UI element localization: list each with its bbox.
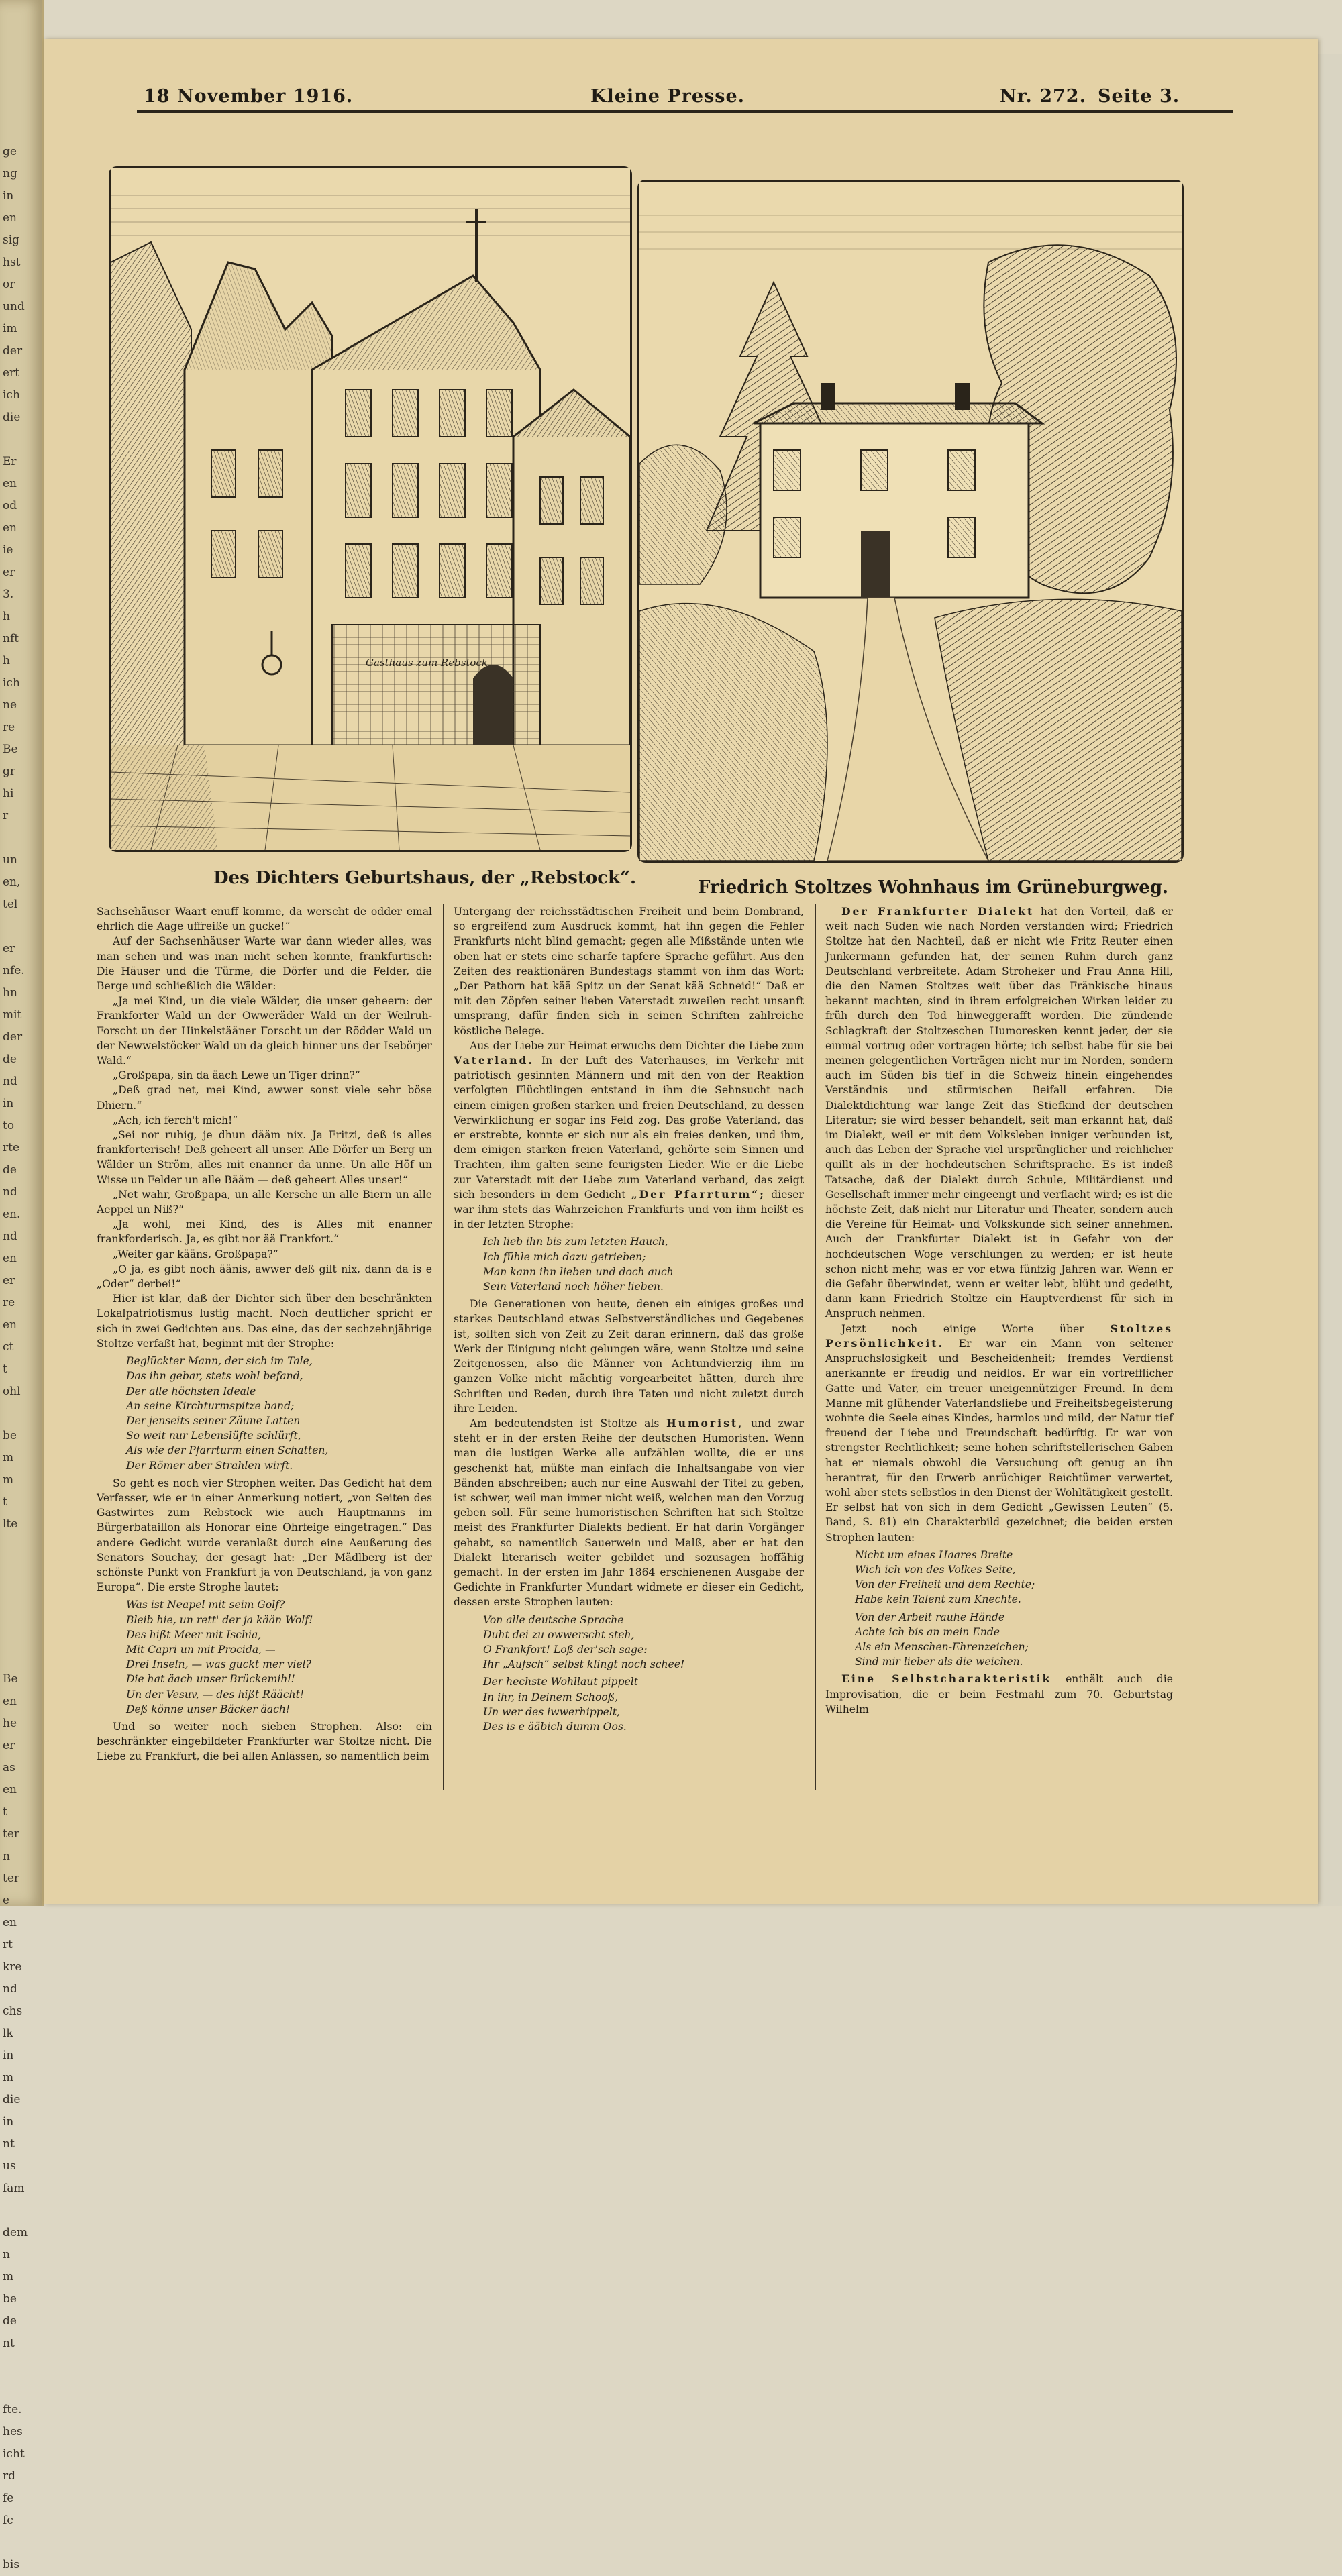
header-page-number: Seite 3.: [1098, 86, 1180, 107]
text-run: Er war ein Mann von seltener Anspruchslosigkeit und Bescheidenheit; fremdes Verdienst anerkannte er freudig und neidlos. Er war ein vortrefflicher Gatte und Vater, ein treuer uneigennütziger Freund. In dem Manne mit glühender Vaterlandsliebe und Freiheitsbegeisterung wohnte die Seele eines Kindes, harmlos und mild, der Natur tief freuend der Liebe und Freundschaft bedürftig. Er war von strengster Rechtlichkeit; seine hohen schriftstellerischen Gaben hat er niemals obwohl die Versuchung oft genug an ihn herantrat, für den Erwerb anrüchiger Reichtümer verwertet, wohl aber stets selbstlos in den Dienst der Wohltätigkeit gestellt. Er selbst hat von sich in dem Gedicht „Gewissen Leuten“ (5. Band, S. 81) ein Charakterbild gezeichnet; die beiden ersten Strophen lauten:: [825, 1337, 1173, 1544]
previous-page-text-fragments: ge ng in en sig hst or und im der ert ich die Er en od en ie er 3. h nft h ich ne re Be gr hi r un en, tel er nfe. hn mit der de nd in to rte de nd en. nd en er re en ct t ohl be m m t lte Be en he er as en t ter n ter e en rt kre nd chs lk in m die in nt us fam dem n m be de nt fte. hes icht rd fe fc bis: [3, 145, 28, 2571]
paragraph: „Weiter gar kääns, Großpapa?“: [113, 1248, 278, 1260]
spaced-emphasis: Eine Selbstcharakteristik: [841, 1672, 1052, 1686]
text-run: enthält auch die Improvisation, die er beim Festmahl zum 70. Geburtstag Wilhelm: [825, 1673, 1173, 1715]
paragraph: „Ja mei Kind, un die viele Wälder, die unser geheern: der Frankforter Wald un der Owweräder Wald un der Weilruh-Forscht un der Hinkelstääner Forscht un der Rödder Wald un der Newwelstöcker Wald un da gleich hinner uns der Isebörjer Wald.“: [97, 995, 432, 1067]
article-column-1: [97, 904, 432, 1764]
text-run: In der Luft des Vaterhauses, im Verkehr mit patriotisch gesinnten Männern und mit den von der Reaktion verfolgten Flüchtlingen entstand in ihm die Sehnsucht nach einem einigen großen starken und freien Deutschland, zu dessen Verwirklichung er sogar ins Feld zog. Das große Vaterland, das er erstrebte, konnte er sich nur als ein freies denken, und ihm, dem einigen starken freien Vaterland, gehörte sein Sinnen und Trachten, ihm galten seine feurigsten Lieder. Wie er die Liebe zur Vaterstadt mit der Liebe zum Vaterland verband, das zeigt sich besonders in dem Gedicht: [454, 1055, 804, 1201]
paragraph: Hier ist klar, daß der Dichter sich über den beschränkten Lokalpatriotismus lustig macht. Noch deutlicher spricht er sich in zwei Gedichten aus. Das eine, das der sechzehnjährige Stoltze verfaßt hat, beginnt mit der Strophe:: [97, 1293, 432, 1350]
text-run: und zwar steht er in der ersten Reihe der deutschen Humoristen. Wenn man die lustigen Werke alle aufzählen wollte, die er uns geschenkt hat, müßte man einfach die Inhaltsangabe von vier Bänden abschreiben; auch nur eine Auswahl der Titel zu geben, ist schwer, weil man immer nicht weiß, welchen man den Vorzug geben soll. Für seine humoristischen Schriften hat sich Stoltze meist des Frankfurter Dialekts bedient. Er hat darin Vorgänger gehabt, so namentlich Sauerwein und Malß, aber er hat den Dialekt literarisch weiter gebildet und sozusagen hoffähig gemacht. In der ersten im Jahr 1864 erschienenen Ausgabe der Gedichte in Frankfurter Mundart widmete er dieser ein Gedicht, dessen erste Strophen lauten:: [454, 1417, 804, 1609]
header-issue-number: Nr. 272.: [1000, 86, 1086, 107]
paragraph: Untergang der reichsstädtischen Freiheit und beim Dombrand, so ergreifend zum Ausdruck kommt, hat ihn gegen die Fehler Frankfurts nicht blind gemacht; gegen alle Mißstände unten wie oben hat er stets eine scharfe tapfere Sprache geführt. Aus den Zeiten des reaktionären Bundestags stammt von ihm das Wort: „Der Pathorn hat kää Spitz un der Senat kää Schneid!“ Daß er mit den Zöpfen seiner lieben Vaterstadt zuweilen recht unsanft umsprang, dafür finden sich in seinen Schriften zahlreiche köstliche Belege.: [454, 906, 804, 1037]
spaced-emphasis: „Der Pfarrturm“;: [631, 1187, 766, 1201]
text-run: Am bedeutendsten ist Stoltze als: [470, 1417, 660, 1430]
paragraph: „Deß grad net, mei Kind, awwer sonst viele sehr böse Dhiern.“: [97, 1084, 432, 1112]
poem-stanza: Beglückter Mann, der sich im Tale, Das ihn gebar, stets wohl befand, Der alle höchsten Ideale An seine Kirchturmspitze band; Der jenseits seiner Zäune Latten So weit nur Lebenslüfte schlürft, Als wie der Pfarrturm einen Schatten, Der Römer aber Strahlen wirft.: [126, 1355, 329, 1472]
spaced-emphasis: Humorist,: [666, 1416, 744, 1430]
poem-stanza: Was ist Neapel mit seim Golf? Bleib hie, un rett' der ja kään Wolf! Des hißt Meer mit Ischia, Mit Capri un mit Procida, — Drei Inseln, — was guckt mer viel? Die hat äach unser Brückemihl! Un der Vesuv, — des hißt Räächt! Deß könne unser Bäcker äach!: [126, 1599, 313, 1715]
text-run: Aus der Liebe zur Heimat erwuchs dem Dichter die Liebe zum: [470, 1039, 804, 1052]
poem-stanza: Von alle deutsche Sprache Duht dei zu owwerscht steh, O Frankfort! Loß der'sch sage: Ihr „Aufsch“ selbst klingt noch schee!: [483, 1613, 685, 1671]
previous-page-edge: [0, 0, 44, 2571]
caption-residence: Friedrich Stoltzes Wohnhaus im Grüneburgweg.: [698, 877, 1169, 898]
paragraph: „Ach, ich ferch't mich!“: [113, 1114, 238, 1126]
paragraph: „O ja, es gibt noch äänis, awwer deß gilt nix, dann da is e „Oder“ derbei!“: [97, 1263, 432, 1291]
column-rule-1: [443, 904, 444, 1790]
illustration-residence: [637, 180, 1184, 863]
header-paper-title: Kleine Presse.: [590, 86, 745, 107]
paragraph: [825, 904, 1173, 1322]
illustration-birth-house: [109, 166, 632, 852]
header-rule: [137, 110, 1233, 113]
paragraph: „Sei nor ruhig, je dhun dääm nix. Ja Fritzi, deß is alles frankforterisch! Deß geheert all unser. Alle Dörfer un Berg un Wälder un Ström, alles mit enanner da unne. Un alle Höf un Wisse un Felder un alle Bääm — deß geheert Alles unser!“: [97, 1129, 432, 1186]
paragraph: Die Generationen von heute, denen ein einiges großes und starkes Deutschland etwas Selbstverständliches und Gegebenes ist, sollten sich von Zeit zu Zeit daran erinnern, daß das große Werk der Einigung nicht gelungen wäre, wenn Stoltze und seine Zeitgenossen, also die Männer von Achtundvierzig ihm im ganzen Volke nicht mächtig vorgearbeitet hätten, durch ihre Schriften und Reden, durch ihre Taten und nicht zuletzt durch ihre Leiden.: [454, 1298, 804, 1415]
paragraph: „Großpapa, sin da äach Lewe un Tiger drinn?“: [113, 1069, 360, 1082]
text-run: dieser war ihm stets das Wahrzeichen Frankfurts und von ihm heißt es in der letzten Strophe:: [454, 1188, 804, 1231]
inn-sign-text: Gasthaus zum Rebstock: [366, 657, 488, 669]
spaced-emphasis: Der Frankfurter Dialekt: [841, 905, 1035, 918]
column-rule-2: [815, 904, 816, 1790]
paragraph: [454, 1416, 804, 1610]
spaced-emphasis: Vaterland.: [454, 1054, 534, 1067]
paragraph: Auf der Sachsenhäuser Warte war dann wieder alles, was man sehen und was man nicht sehen konnte, frankfurtisch: Die Häuser und die Türme, die Dörfer und die Felder, die Berge und schließlich die Wälder:: [97, 935, 432, 993]
article-column-2: [454, 904, 804, 1737]
spaced-emphasis: Stoltzes Persönlichkeit.: [825, 1322, 1174, 1350]
header-date: 18 November 1916.: [144, 86, 354, 107]
paragraph: [825, 1672, 1173, 1717]
poem-stanza: Ich lieb ihn bis zum letzten Hauch, Ich fühle mich dazu getrieben; Man kann ihn lieben und doch auch Sein Vaterland noch höher lieben.: [483, 1236, 674, 1293]
paragraph: Und so weiter noch sieben Strophen. Also: ein beschränkter eingebildeter Frankfurter war Stoltze nicht. Die Liebe zu Frankfurt, die bei allen Anlässen, so namentlich beim: [97, 1720, 432, 1763]
paragraph: [825, 1322, 1173, 1545]
paragraph: So geht es noch vier Strophen weiter. Das Gedicht hat dem Verfasser, wie er in einer Anmerkung notiert, „von Seiten des Gastwirtes zum Rebstock wie auch Hauptmanns im Bürgerbataillon als Honorar eine Ohrfeige eingetragen.“ Das andere Gedicht wurde veranlaßt durch eine Aeußerung des Senators Souchay, der gesagt hat: „Der Mädlberg ist der schönste Punkt von Frankfurt ja von Deutschland, ja von ganz Europa“. Die erste Strophe lautet:: [97, 1477, 432, 1594]
paragraph: „Net wahr, Großpapa, un alle Kersche un alle Biern un alle Aeppel un Niß?“: [97, 1188, 432, 1216]
text-run: Jetzt noch einige Worte über: [841, 1322, 1084, 1335]
paragraph: [454, 1038, 804, 1232]
caption-birth-house: Des Dichters Geburtshaus, der „Rebstock“.: [213, 868, 637, 888]
birth-house-drawing: [111, 168, 630, 850]
article-column-3: [825, 904, 1173, 1717]
paragraph: „Ja wohl, mei Kind, des is Alles mit enanner frankforderisch. Ja, es gibt nor ää Frankfort.“: [97, 1218, 432, 1246]
poem-stanza: Nicht um eines Haares Breite Wich ich von des Volkes Seite, Von der Freiheit und dem Rechte; Habe kein Talent zum Knechte.: [855, 1548, 1035, 1606]
poem-stanza: Von der Arbeit rauhe Hände Achte ich bis an mein Ende Als ein Menschen-Ehrenzeichen; Sind mir lieber als die weichen.: [855, 1611, 1029, 1668]
page-edge-shadow: [1317, 54, 1342, 1906]
residence-drawing: [639, 182, 1182, 861]
paragraph: Sachsehäuser Waart enuff komme, da werscht de odder emal ehrlich die Aage uffreiße un gucke!“: [97, 906, 432, 933]
text-run: hat den Vorteil, daß er weit nach Süden wie nach Norden verstanden wird; Friedrich Stoltze hat den Nachteil, daß er nicht wie Fritz Reuter einen Junkermann gefunden hat, der seinen Ruhm durch ganz Deutschland verbreitete. Adam Stroheker und Frau Anna Hill, die den Namen Stoltzes weit über das Fränkische hinaus bekannt machten, sind in ihrem erfolgreichen Wirken leider zu früh durch den Tod hinweggerafft worden. Die zündende Schlagkraft der Stoltzeschen Humoresken kennt jeder, der sie einmal vortrug oder vortragen hörte; ich selbst habe für sie bei meinen gelegentlichen Vorträgen nicht nur im Norden, sondern auch im Süden bis tief in die Schweiz hinein eingehendes Verständnis und stürmischen Beifall erfahren. Die Dialektdichtung war lange Zeit das Stiefkind der deutschen Literatur; sie wird besser behandelt, seit man erkannt hat, daß im Dialekt, weil er mit dem Volksleben inniger verbunden ist, auch das Leben der Sprache viel ursprünglicher und reichlicher quillt als in der hochdeutschen Schriftsprache. Es ist indeß Tatsache, daß der Dialekt durch Schule, Militärdienst und Gesellschaft immer mehr eingeengt und verflacht wird; es ist die höchste Zeit, daß nicht nur Literatur und Theater, sondern auch die Vereine für Heimat- und Volkskunde sich seiner annehmen. Auch der Frankfurter Dialekt ist in Gefahr von der hochdeutschen Woge verschlungen zu werden; er ist heute schon nicht mehr, was er vor etwa fünfzig Jahren war. Wenn er die Gefahr überwindet, wenn er weiter lebt, blüht und gedeiht, dann kann Friedrich Stoltze ein Hauptverdienst für sich in Anspruch nehmen.: [825, 906, 1173, 1320]
poem-stanza: Der hechste Wohllaut pippelt In ihr, in Deinem Schooß, Un wer des iwwerhippelt, Des is e ääbich dumm Oos.: [483, 1676, 638, 1733]
